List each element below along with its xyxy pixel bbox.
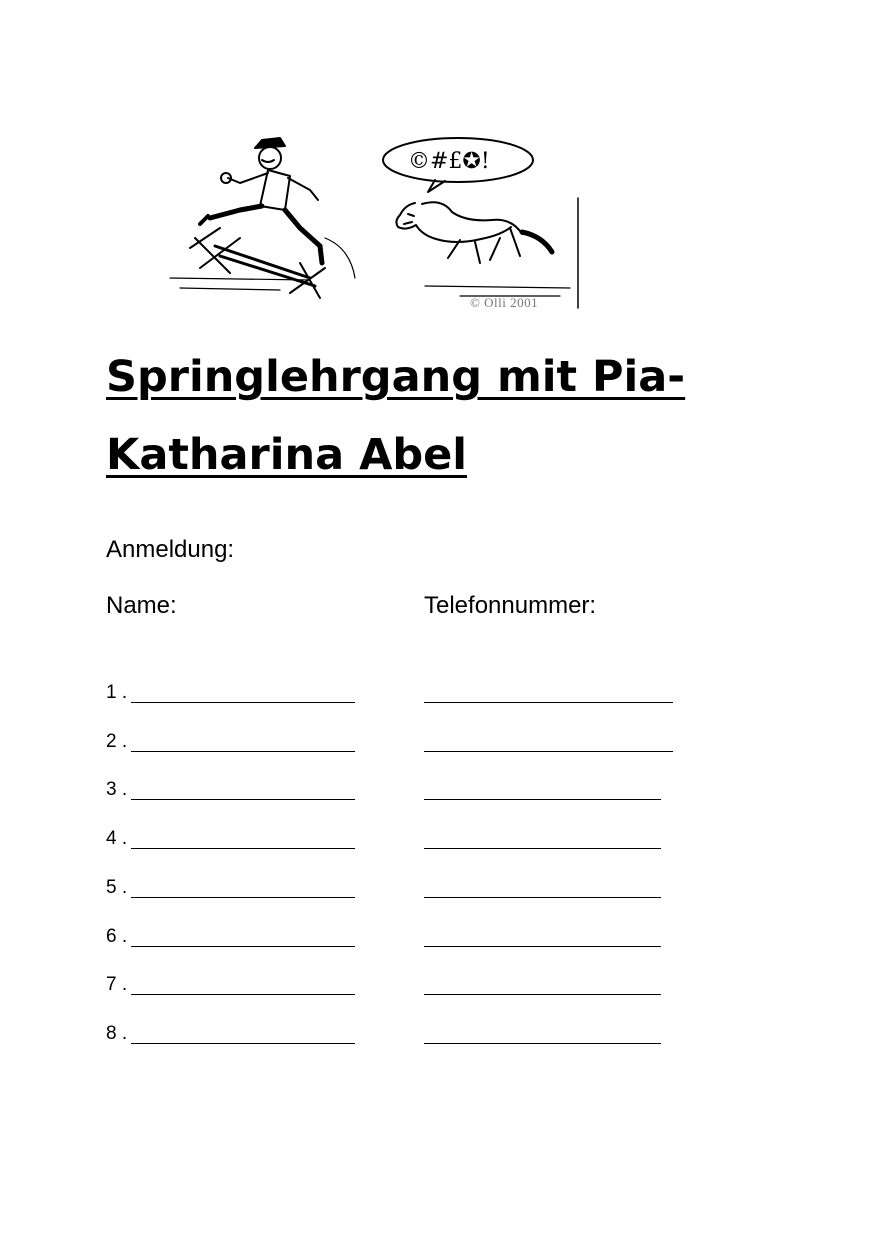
phone-column-header: Telefonnummer: xyxy=(424,592,597,619)
row-number: 3 . xyxy=(106,779,128,801)
name-entry-line[interactable] xyxy=(131,799,355,800)
copyright-text: © Olli 2001 xyxy=(470,295,539,310)
row-number: 8 . xyxy=(106,1022,128,1044)
phone-entry-line[interactable] xyxy=(424,702,673,703)
title-line-2: Katharina Abel xyxy=(106,430,468,480)
name-entry-line[interactable] xyxy=(131,702,355,703)
row-number: 2 . xyxy=(106,730,128,752)
phone-entry-line[interactable] xyxy=(424,1043,661,1044)
name-column-header: Name: xyxy=(106,592,177,619)
cartoon-illustration xyxy=(160,128,590,314)
phone-entry-line[interactable] xyxy=(424,897,661,898)
row-number: 7 . xyxy=(106,974,128,996)
page-title xyxy=(106,338,756,494)
title-line-1: Springlehrgang mit Pia- xyxy=(106,352,686,402)
phone-entry-line[interactable] xyxy=(424,799,661,800)
name-entry-line[interactable] xyxy=(131,848,355,849)
row-number: 4 . xyxy=(106,828,128,850)
registration-label: Anmeldung: xyxy=(106,536,235,563)
phone-entry-line[interactable] xyxy=(424,994,661,995)
row-number: 1 . xyxy=(106,682,128,703)
phone-entry-line[interactable] xyxy=(424,946,661,947)
name-entry-line[interactable] xyxy=(131,751,355,752)
row-number: 5 . xyxy=(106,876,128,898)
svg-text:©#£✪!: ©#£✪! xyxy=(408,149,490,174)
name-entry-line[interactable] xyxy=(131,897,355,898)
row-number: 6 . xyxy=(106,925,128,947)
name-entry-line[interactable] xyxy=(131,946,355,947)
name-entry-line[interactable] xyxy=(131,994,355,995)
phone-entry-line[interactable] xyxy=(424,751,673,752)
phone-entry-line[interactable] xyxy=(424,848,661,849)
name-entry-line[interactable] xyxy=(131,1043,355,1044)
